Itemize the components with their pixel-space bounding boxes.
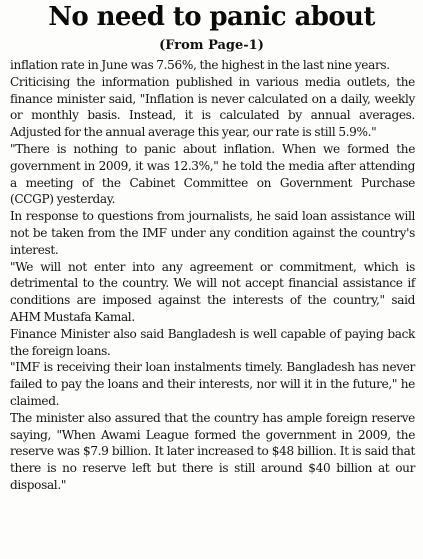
paragraph-media-criticism: Criticising the information published in various media outlets, the finance minister said, "Inflation is never calculated on a daily, weekly or monthly basis. Instead, it is calculated by annual averages. Adjusted for the annual average this year, our rate is still 5.9%." [10, 74, 415, 140]
paragraph-imf-loan: In response to questions from journalists, he said loan assistance will not be taken from the IMF under any condition against the country's interest. [10, 209, 415, 257]
headline: No need to panic about [48, 2, 375, 32]
paragraph-foreign-reserve: The minister also assured that the country has ample foreign reserve saying, "When Awami League formed the government in 2009, the reserve was $7.9 billion. It later increased to $48 billion. It is said that there is no reserve left but there is still around $40 billion at our disposal." [10, 410, 415, 492]
paragraph-no-agreement: "We will not enter into any agreement or commitment, which is detrimental to the country. We will not accept financial assistance if conditions are imposed against the interests of the country," said AHM Mustafa Kamal. [10, 259, 415, 324]
paragraph-imf-instalments: "IMF is receiving their loan instalments timely. Bangladesh has never failed to pay the loans and their interests, nor will it in the future," he claimed. [10, 360, 415, 408]
paragraph-inflation-rate: inflation rate in June was 7.56%, the highest in the last nine years. [10, 58, 390, 72]
paragraph-repayment-capability: Finance Minister also said Bangladesh is well capable of paying back the foreign loans. [10, 326, 415, 358]
continuation-note: (From Page-1) [159, 38, 264, 53]
article-body [10, 57, 415, 494]
paragraph-no-panic: "There is nothing to panic about inflation. When we formed the government in 2009, it was 12.3%," he told the media after attending a meeting of the Cabinet Committee on Government Purchase (CCGP) yesterday. [10, 141, 415, 207]
